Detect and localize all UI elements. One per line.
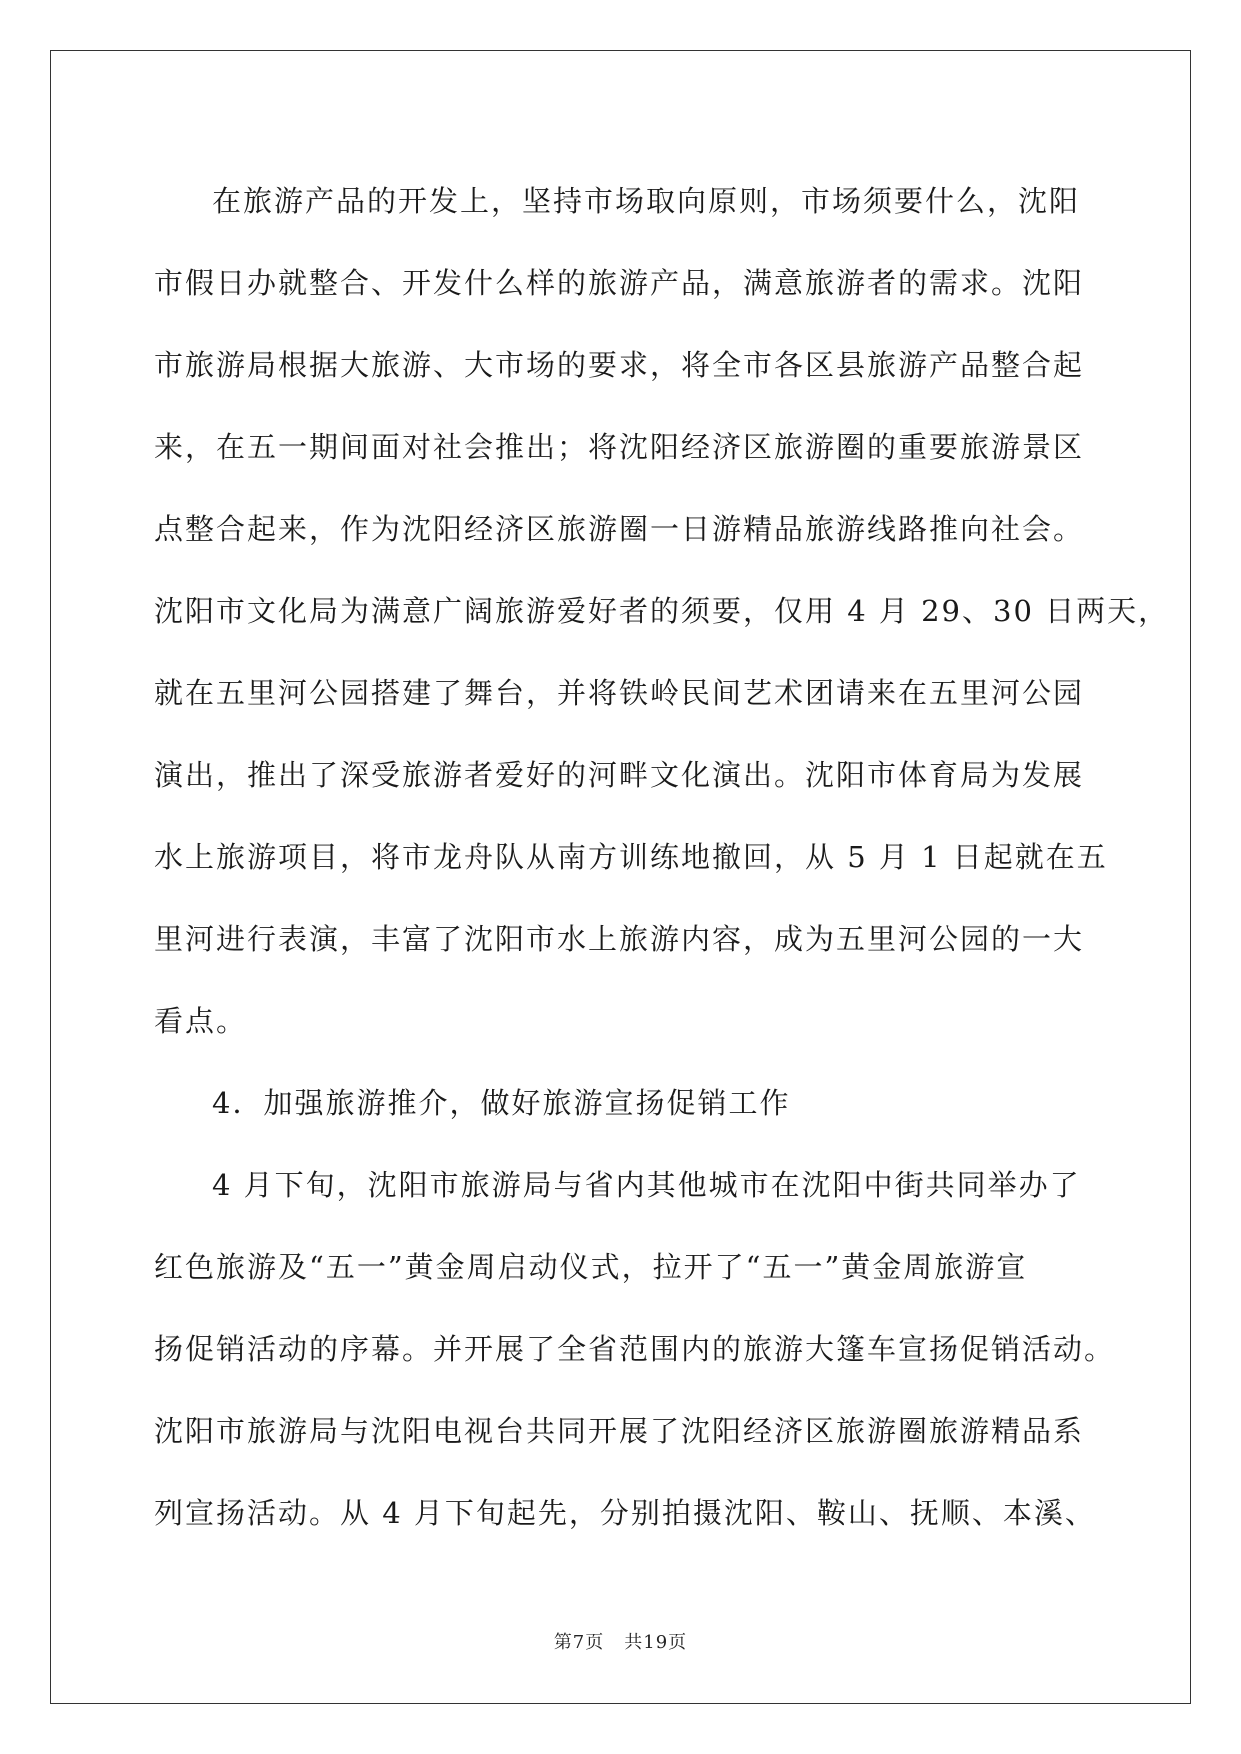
paragraph-line: 列宣扬活动。从 4 月下旬起先，分别拍摄沈阳、鞍山、抚顺、本溪、	[154, 1496, 1096, 1530]
paragraph-line: 扬促销活动的序幕。并开展了全省范围内的旅游大篷车宣扬促销活动。	[154, 1332, 1116, 1366]
paragraph-line: 看点。	[154, 1004, 248, 1038]
page-number-total: 共19页	[624, 1632, 688, 1653]
paragraph-line: 来，在五一期间面对社会推出；将沈阳经济区旅游圈的重要旅游景区	[154, 430, 1085, 464]
paragraph-line: 4 月下旬，沈阳市旅游局与省内其他城市在沈阳中街共同举办了	[212, 1168, 1081, 1202]
paragraph-line: 市旅游局根据大旅游、大市场的要求，将全市各区县旅游产品整合起	[154, 348, 1085, 382]
section-heading: 4．加强旅游推介，做好旅游宣扬促销工作	[212, 1086, 791, 1120]
paragraph-line: 里河进行表演，丰富了沈阳市水上旅游内容，成为五里河公园的一大	[154, 922, 1085, 956]
paragraph-line: 水上旅游项目，将市龙舟队从南方训练地撤回，从 5 月 1 日起就在五	[154, 840, 1108, 874]
paragraph-line: 在旅游产品的开发上，坚持市场取向原则，市场须要什么，沈阳	[212, 184, 1081, 218]
paragraph-line: 沈阳市文化局为满意广阔旅游爱好者的须要，仅用 4 月 29、30 日两天，	[154, 594, 1170, 628]
paragraph-line: 演出，推出了深受旅游者爱好的河畔文化演出。沈阳市体育局为发展	[154, 758, 1085, 792]
paragraph-line: 点整合起来，作为沈阳经济区旅游圈一日游精品旅游线路推向社会。	[154, 512, 1085, 546]
paragraph-line: 就在五里河公园搭建了舞台，并将铁岭民间艺术团请来在五里河公园	[154, 676, 1085, 710]
paragraph-line: 沈阳市旅游局与沈阳电视台共同开展了沈阳经济区旅游圈旅游精品系	[154, 1414, 1085, 1448]
page-number-current: 第7页	[553, 1632, 605, 1653]
page-footer	[0, 1628, 1241, 1654]
paragraph-line: 红色旅游及“五一”黄金周启动仪式，拉开了“五一”黄金周旅游宣	[154, 1250, 1028, 1284]
document-body	[154, 160, 1170, 1554]
paragraph-line: 市假日办就整合、开发什么样的旅游产品，满意旅游者的需求。沈阳	[154, 266, 1085, 300]
